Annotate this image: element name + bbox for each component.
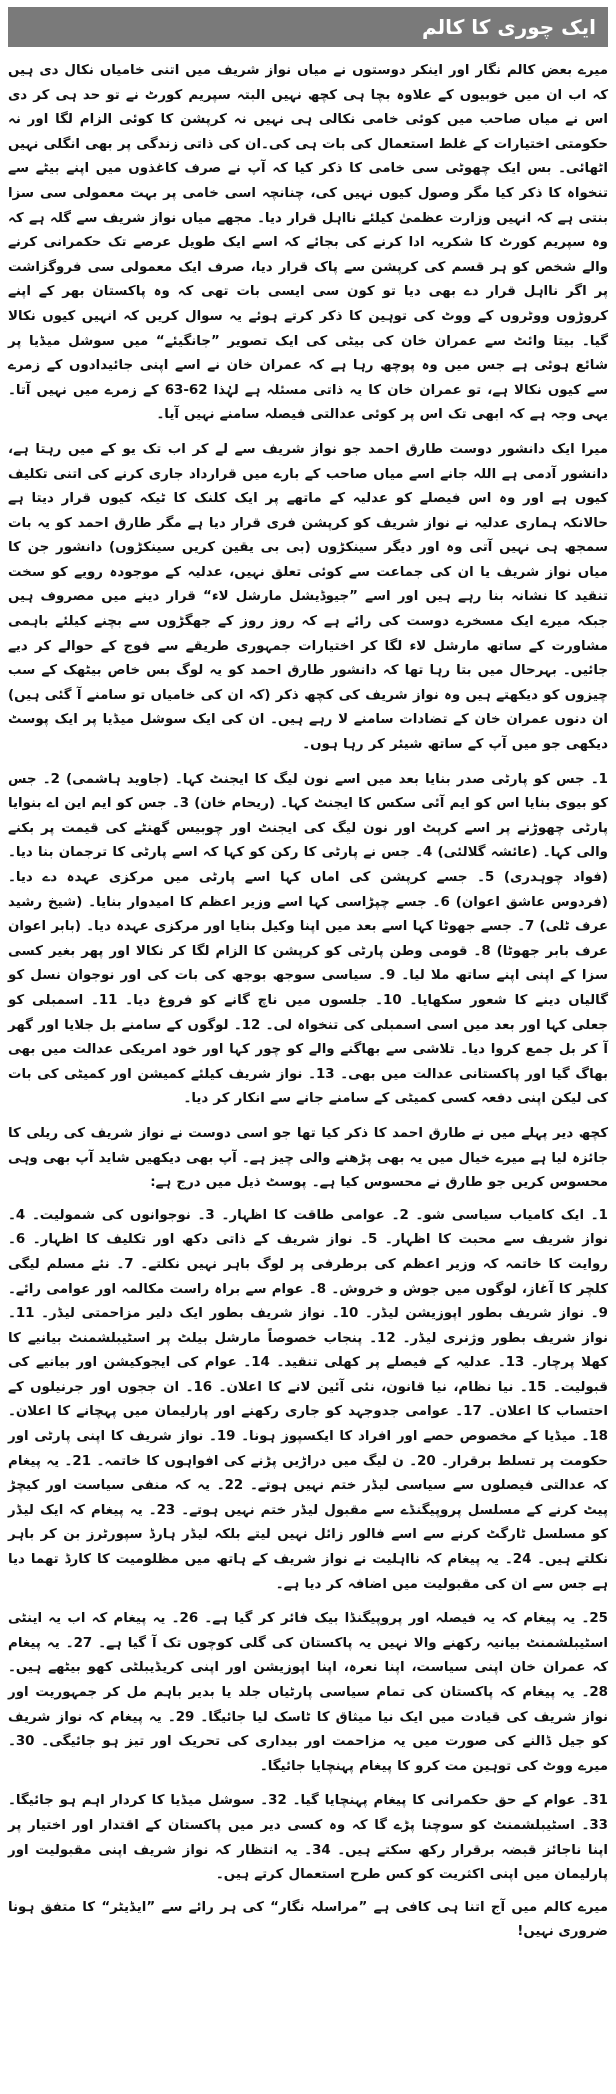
paragraph-tariq-ahmad: میرا ایک دانشور دوست طارق احمد جو نواز شریف سے لے کر اب تک یو کے میں رہتا ہے، دانشور آدمی ہے اللہ جانے اسے میاں صاحب کے بارے میں قرارداد جاری کرنے کی اتنی تکلیف کیوں ہے اور وہ اس فیصلے کو عدلیہ کے ماتھے پر ایک کلنک کا ٹیکہ کیوں قرار دیتا ہے حالانکہ ہماری عدلیہ نے نواز شریف کو کرپشن فری قرار دیا ہے مگر طارق احمد کو یہ بات سمجھ ہی نہیں آتی وہ اور دیگر سینکڑوں (بی بی یقین کریں سینکڑوں) دانشور جن کا میاں نواز شریف یا ان کی جماعت سے کوئی تعلق نہیں، عدلیہ کے موجودہ رویے کو سخت تنقید کا نشانہ بنا رہے ہیں اور اسے ”جیوڈیشل مارشل لاء“ قرار دینے میں مصروف ہیں جبکہ میرے ایک مسخرے دوست کی رائے ہے کہ روز روز کے جھگڑوں سے بچنے کیلئے باہمی مشاورت کے ساتھ مارشل لاء لگا کر اختیارات جمہوری طریقے سے فوج کے حوالے کر دیے جائیں۔ بہرحال میں بتا رہا تھا کہ دانشور طارق احمد کو یہ لوگ بس خاص بیٹھک کے سب چیزوں کو دیکھتے ہیں وہ نواز شریف کی کچھ ذکر (کہ ان کی خامیاں تو سامنے آ گئی ہیں) ان دنوں عمران خان کے تضادات سامنے لا رہے ہیں۔ ان کی ایک سوشل میڈیا پر ایک پوسٹ دیکھی جو میں آپ کے ساتھ شیئر کر رہا ہوں۔ <box>8 441 608 753</box>
paragraph-rally-list-a: 1۔ ایک کامیاب سیاسی شو۔ 2۔ عوامی طاقت کا اظہار۔ 3۔ نوجوانوں کی شمولیت۔ 4۔ نواز شریف سے محبت کا اظہار۔ 5۔ نواز شریف کے ذاتی دکھ اور تکلیف کا اظہار۔ 6۔ روایت کا خاتمہ کہ وزیر اعظم کی برطرفی پر لوگ باہر نہیں نکلتے۔ 7۔ نئے مسلم لیگی کلچر کا آغاز، لوگوں میں جوش و خروش۔ 8۔ عوام سے براہ راست مکالمہ اور عوامی رائے۔ 9۔ نواز شریف بطور اپوزیشن لیڈر۔ 10۔ نواز شریف بطور ایک دلیر مزاحمتی لیڈر۔ 11۔ نواز شریف بطور وژنری لیڈر۔ 12۔ پنجاب خصوصاً مارشل بیلٹ پر اسٹیبلشمنٹ بیانیے کا کھلا پرچار۔ 13۔ عدلیہ کے فیصلے پر کھلی تنقید۔ 14۔ عوام کی ایجوکیشن اور بیانیے کی قبولیت۔ 15۔ نیا نظام، نیا قانون، نئی آئین لانے کا اعلان۔ 16۔ ان ججوں اور جرنیلوں کے احتساب کا اعلان۔ 17۔ عوامی جدوجہد کو جاری رکھنے اور پارلیمان میں پہچانے کا اعلان۔ 18۔ میڈیا کے مخصوص حصے اور افراد کا ایکسپوز ہونا۔ 19۔ نواز شریف کا اپنی پارٹی اور حکومت پر تسلط برقرار۔ 20۔ ن لیگ میں دراڑیں پڑنے کی افواہوں کا خاتمہ۔ 21۔ یہ پیغام کہ عدالتی فیصلوں سے سیاسی لیڈر ختم نہیں ہوتے۔ 22۔ یہ کہ منفی سیاست اور کیچڑ پیٹ کرنے کے مسلسل پروپیگنڈے سے مقبول لیڈر ختم نہیں ہوتے۔ 23۔ یہ پیغام کہ ایک لیڈر کو مسلسل ٹارگٹ کرنے سے اسے فالور زائل نہیں لیتے بلکہ لیڈر ہارڈ سپورٹرز بن کر باہر نکلتے ہیں۔ 24۔ یہ پیغام کہ نااہلیت نے نواز شریف کے ہاتھ میں مظلومیت کا کارڈ تھما دیا ہے جس سے ان کی مقبولیت میں اضافہ کر دیا ہے۔ <box>8 1207 608 1592</box>
paragraph-imran-list: 1۔ جس کو پارٹی صدر بنایا بعد میں اسے نون لیگ کا ایجنٹ کہا۔ (جاوید ہاشمی) 2۔ جس کو بیوی بنایا اس کو ایم آئی سکس کا ایجنٹ کہا۔ (ریحام خان) 3۔ جس کو ایم این اے بنوایا پارٹی چھوڑنے پر اسے کرپٹ اور نون لیگ کی ایجنٹ اور چوبیس گھنٹے کی قیمت پر بکنے والی کہا۔ (عائشہ گلالئی) 4۔ جس نے پارٹی کا رکن کو کہا کہ اسے پارٹی کا ترجمان بنا دیا۔ (فواد چوہدری) 5۔ جسے کرپشن کی اماں کہا اسے پارٹی میں مرکزی عہدہ دے دیا۔ (فردوس عاشق اعوان) 6۔ جسے چپڑاسی کہا اسے وزیر اعظم کا امیدوار بنایا۔ (شیخ رشید عرف ٹلی) 7۔ جسے جھوٹا کہا اسے بعد میں اپنا وکیل بنایا اور مرکزی عہدہ دیا۔ (بابر اعوان عرف بابر جھوٹا) 8۔ قومی وطن پارٹی کو کرپشن کا الزام لگا کر نکالا اور پھر بغیر کسی سزا کے اپنی اپنے ساتھ ملا لیا۔ 9۔ سیاسی سوجھ بوجھ کی بات کی اور نوجوان نسل کو گالیاں دینے کا شعور سکھایا۔ 10۔ جلسوں میں ناچ گانے کو فروغ دیا۔ 11۔ اسمبلی کو جعلی کہا اور بعد میں اسی اسمبلی کی تنخواہ لی۔ 12۔ لوگوں کے سامنے بل جلایا اور گھر آ کر بل جمع کروا دیا۔ تلاشی سے بھاگنے والے کو چور کہا اور خود امریکی عدالت میں بھی بھاگ گیا اور پاکستانی عدالت میں بھی۔ 13۔ نواز شریف کیلئے کمیشن اور کمیٹی کی بات کی لیکن اپنی دفعہ کسی کمیٹی کے سامنے جانے سے انکار کر دیا۔ <box>8 771 609 1107</box>
paragraph-intro: میرے بعض کالم نگار اور اینکر دوستوں نے میاں نواز شریف میں اتنی خامیاں نکال دی ہیں کہ اب ان میں خوبیوں کے علاوہ بچا ہی کچھ نہیں البتہ سپریم کورٹ نے تو حد ہی کر دی اس نے میاں صاحب میں کوئی خامی نکالی ہی نہیں نہ کرپشن کا کوئی الزام لگا اور نہ حکومتی اختیارات کے غلط استعمال کی بات ہی کی۔ان کی ذاتی زندگی پر بھی انگلی نہیں اٹھائی۔ بس ایک چھوٹی سی خامی کا ذکر کیا کہ آپ نے صرف کاغذوں میں اپنے بیٹے سے تنخواہ کا ذکر کیا مگر وصول کیوں نہیں کی، چنانچہ اسی خامی پر بہت معمولی سی سزا بنتی ہے کہ انہیں وزارت عظمیٰ کیلئے نااہل قرار دیا۔ مجھے میاں نواز شریف سے گلہ ہے کہ وہ سپریم کورٹ کا شکریہ ادا کرنے کی بجائے کہ اسے ایک طویل عرصے تک حکمرانی کرنے والے شخص کو ہر قسم کی کرپشن سے پاک قرار دیا، صرف ایک معمولی سی فروگزاشت پر اگر نااہل قرار دے بھی دیا تو کون سی ایسی بات تھی کہ وہ پاکستان بھر کے اپنے کروڑوں ووٹروں کے ووٹ کی توہین کا ذکر کرتے ہوئے یہ سوال کریں کہ انہیں کیوں نکالا گیا۔ بیتا وائٹ سے عمران خان کی بیٹی کی ایک تصویر ”جانگیئے“ میں سوشل میڈیا پر شائع ہوئی ہے جس میں وہ پوچھ رہا ہے کہ عمران خان نے اسے اپنی جائیدادوں کے زمرے سے کیوں نکالا ہے، تو عمران خان کا یہ ذاتی مسئلہ ہے لہٰذا 62-63 کے زمرے میں نہیں آتا۔ یہی وجہ ہے کہ ابھی تک اس پر کوئی عدالتی فیصلہ سامنے نہیں آیا۔ <box>8 63 609 423</box>
paragraph-rally-list-c: 31۔ عوام کے حق حکمرانی کا پیغام پہنچایا گیا۔ 32۔ سوشل میڈیا کا کردار اہم ہو جائیگا۔ 33۔ اسٹیبلشمنٹ کو سوچنا پڑے گا کہ وہ کسی دیر میں پاکستان کے اقتدار اور اختیار پر اپنا ناجائز قبضہ برقرار رکھ سکتے ہیں۔ 34۔ یہ انتظار کہ نواز شریف اپنی مقبولیت اور پارلیمان میں اپنی اکثریت کو کس طرح استعمال کرتے ہیں۔ <box>8 1793 609 1883</box>
paragraph-rally-intro: کچھ دیر پہلے میں نے طارق احمد کا ذکر کیا تھا جو اسی دوست نے نواز شریف کی ریلی کا جائزہ لیا ہے میرے خیال میں یہ بھی پڑھنے والی چیز ہے۔ آپ بھی دیکھیں شاید آپ بھی وہی محسوس کریں جو طارق نے محسوس کیا ہے۔ پوسٹ ذیل میں درج ہے: <box>8 1125 608 1191</box>
paragraph-rally-list-b: 25۔ یہ پیغام کہ یہ فیصلہ اور پروپیگنڈا بیک فائر کر گیا ہے۔ 26۔ یہ پیغام کہ اب یہ اینٹی اسٹیبلشمنٹ بیانیہ رکھنے والا نہیں یہ پاکستان کی گلی کوچوں تک آ گیا ہے۔ 27۔ یہ پیغام کہ عمران خان اپنی سیاست، اپنا نعرہ، اپنا اپوزیشن اور اپنی کریڈیبلٹی کھو بیٹھے ہیں۔ 28۔ یہ پیغام کہ پاکستان کی تمام سیاسی پارٹیاں جلد یا بدیر باہم مل کر جمہوریت اور نواز شریف کی قیادت میں ایک نیا میثاق کا ٹاسک لیا جائیگا۔ 29۔ یہ پیغام کہ نواز شریف کو جیل ڈالنے کی صورت میں یہ مزاحمت اور بیداری کی تحریک اور تیز ہو جائیگی۔ 30۔ میرے ووٹ کی توہین مت کرو کا پیغام پہنچایا جائیگا۔ <box>8 1611 608 1774</box>
article-body <box>8 59 608 1945</box>
article-title: ایک چوری کا کالم <box>8 7 608 47</box>
article-footer: میرے کالم میں آج اتنا ہی کافی ہے ”مراسلہ نگار“ کی ہر رائے سے ”ایڈیٹر“ کا متفق ہونا ضروری نہیں! <box>8 1899 608 1940</box>
